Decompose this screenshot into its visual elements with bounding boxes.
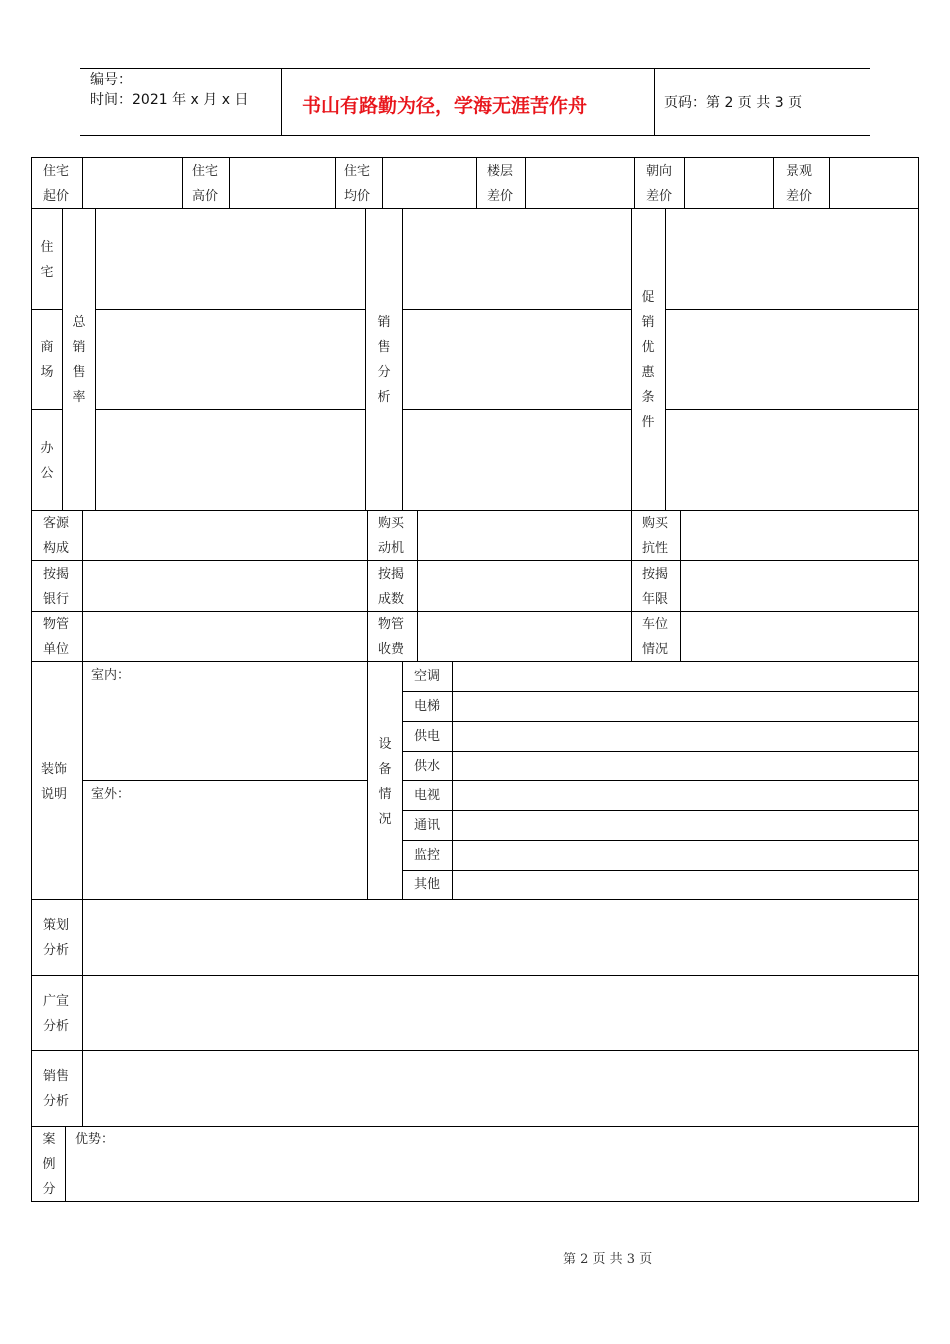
case-analysis-label: 案 例 分: [42, 1132, 56, 1197]
property-mgmt-unit-field[interactable]: [83, 612, 367, 661]
mall-sales-analysis-field[interactable]: [403, 310, 631, 409]
office-label: 办 公: [40, 441, 54, 481]
office-sales-analysis-field[interactable]: [403, 410, 631, 510]
indoor-field[interactable]: [83, 688, 367, 780]
office-promo-field[interactable]: [666, 410, 918, 510]
planning-analysis-label: 策划 分析: [43, 918, 70, 958]
purchase-motive-label: 购买 动机: [378, 516, 405, 556]
parking-label: 车位 情况: [642, 617, 669, 657]
header-divider: [281, 68, 282, 135]
residential-sales-analysis-field[interactable]: [403, 209, 631, 309]
outdoor-field[interactable]: [83, 807, 367, 899]
mortgage-bank-label: 按揭 银行: [43, 567, 70, 607]
time-label: 时间：2021 年 x 月 x 日: [90, 92, 249, 108]
residential-label: 住 宅: [40, 240, 54, 280]
sales-analysis-row-field[interactable]: [83, 1051, 918, 1126]
property-mgmt-fee-label: 物管 收费: [378, 617, 405, 657]
equip-water-label: 供水: [414, 759, 441, 774]
equip-elevator-field[interactable]: [453, 692, 918, 721]
decoration-label: 装饰 说明: [41, 762, 68, 802]
equipment-label: 设 备 情 况: [378, 737, 392, 827]
high-price-field[interactable]: [230, 158, 335, 208]
indoor-label: 室内：: [91, 668, 131, 683]
property-mgmt-unit-label: 物管 单位: [43, 617, 70, 657]
floor-diff-field[interactable]: [526, 158, 634, 208]
mortgage-bank-field[interactable]: [83, 561, 367, 611]
sales-analysis-label: 销 售 分 析: [377, 315, 391, 405]
advertising-analysis-field[interactable]: [83, 976, 918, 1050]
view-diff-label: 景观 差价: [786, 164, 813, 204]
mortgage-years-field[interactable]: [681, 561, 918, 611]
equip-tv-field[interactable]: [453, 781, 918, 810]
purchase-resistance-label: 购买 抗性: [642, 516, 669, 556]
equip-power-field[interactable]: [453, 722, 918, 751]
advantage-label: 优势：: [75, 1132, 115, 1147]
header-top-rule: [80, 68, 870, 69]
mall-label: 商 场: [40, 340, 54, 380]
equip-other-label: 其他: [414, 877, 441, 892]
advertising-analysis-label: 广宣 分析: [43, 994, 70, 1034]
number-label: 编号：: [90, 72, 132, 88]
equip-telecom-field[interactable]: [453, 811, 918, 840]
page-info: 页码：第 2 页 共 3 页: [664, 95, 803, 111]
mortgage-ratio-label: 按揭 成数: [378, 567, 405, 607]
advantage-field[interactable]: [66, 1152, 918, 1201]
view-diff-field[interactable]: [830, 158, 918, 208]
property-mgmt-fee-field[interactable]: [418, 612, 631, 661]
residential-sales-rate-field[interactable]: [96, 209, 365, 309]
orient-diff-label: 朝向 差价: [646, 164, 673, 204]
orient-diff-field[interactable]: [685, 158, 773, 208]
mortgage-years-label: 按揭 年限: [642, 567, 669, 607]
outdoor-label: 室外：: [91, 787, 131, 802]
customer-source-label: 客源 构成: [43, 516, 70, 556]
equip-other-field[interactable]: [453, 871, 918, 899]
equip-monitor-label: 监控: [414, 848, 441, 863]
purchase-motive-field[interactable]: [418, 511, 631, 560]
mall-promo-field[interactable]: [666, 310, 918, 409]
high-price-label: 住宅 高价: [192, 164, 219, 204]
residential-promo-field[interactable]: [666, 209, 918, 309]
promotion-terms-label: 促 销 优 惠 条 件: [641, 290, 655, 430]
office-sales-rate-field[interactable]: [96, 410, 365, 510]
floor-diff-label: 楼层 差价: [487, 164, 514, 204]
equip-ac-label: 空调: [414, 669, 441, 684]
equip-elevator-label: 电梯: [414, 699, 441, 714]
equip-power-label: 供电: [414, 729, 441, 744]
parking-field[interactable]: [681, 612, 918, 661]
customer-source-field[interactable]: [83, 511, 367, 560]
mall-sales-rate-field[interactable]: [96, 310, 365, 409]
equip-tv-label: 电视: [414, 788, 441, 803]
start-price-label: 住宅 起价: [43, 164, 70, 204]
total-sales-rate-label: 总 销 售 率: [72, 315, 86, 405]
purchase-resistance-field[interactable]: [681, 511, 918, 560]
start-price-field[interactable]: [83, 158, 182, 208]
planning-analysis-field[interactable]: [83, 900, 918, 975]
header-bottom-rule: [80, 135, 870, 136]
avg-price-label: 住宅 均价: [344, 164, 371, 204]
motto: 书山有路勤为径，学海无涯苦作舟: [302, 95, 588, 117]
avg-price-field[interactable]: [383, 158, 476, 208]
equip-telecom-label: 通讯: [414, 818, 441, 833]
mortgage-ratio-field[interactable]: [418, 561, 631, 611]
sales-analysis-row-label: 销售 分析: [43, 1069, 70, 1109]
header-divider: [654, 68, 655, 135]
equip-monitor-field[interactable]: [453, 841, 918, 870]
equip-ac-field[interactable]: [453, 662, 918, 691]
page-footer: 第 2 页 共 3 页: [563, 1252, 653, 1267]
equip-water-field[interactable]: [453, 752, 918, 780]
